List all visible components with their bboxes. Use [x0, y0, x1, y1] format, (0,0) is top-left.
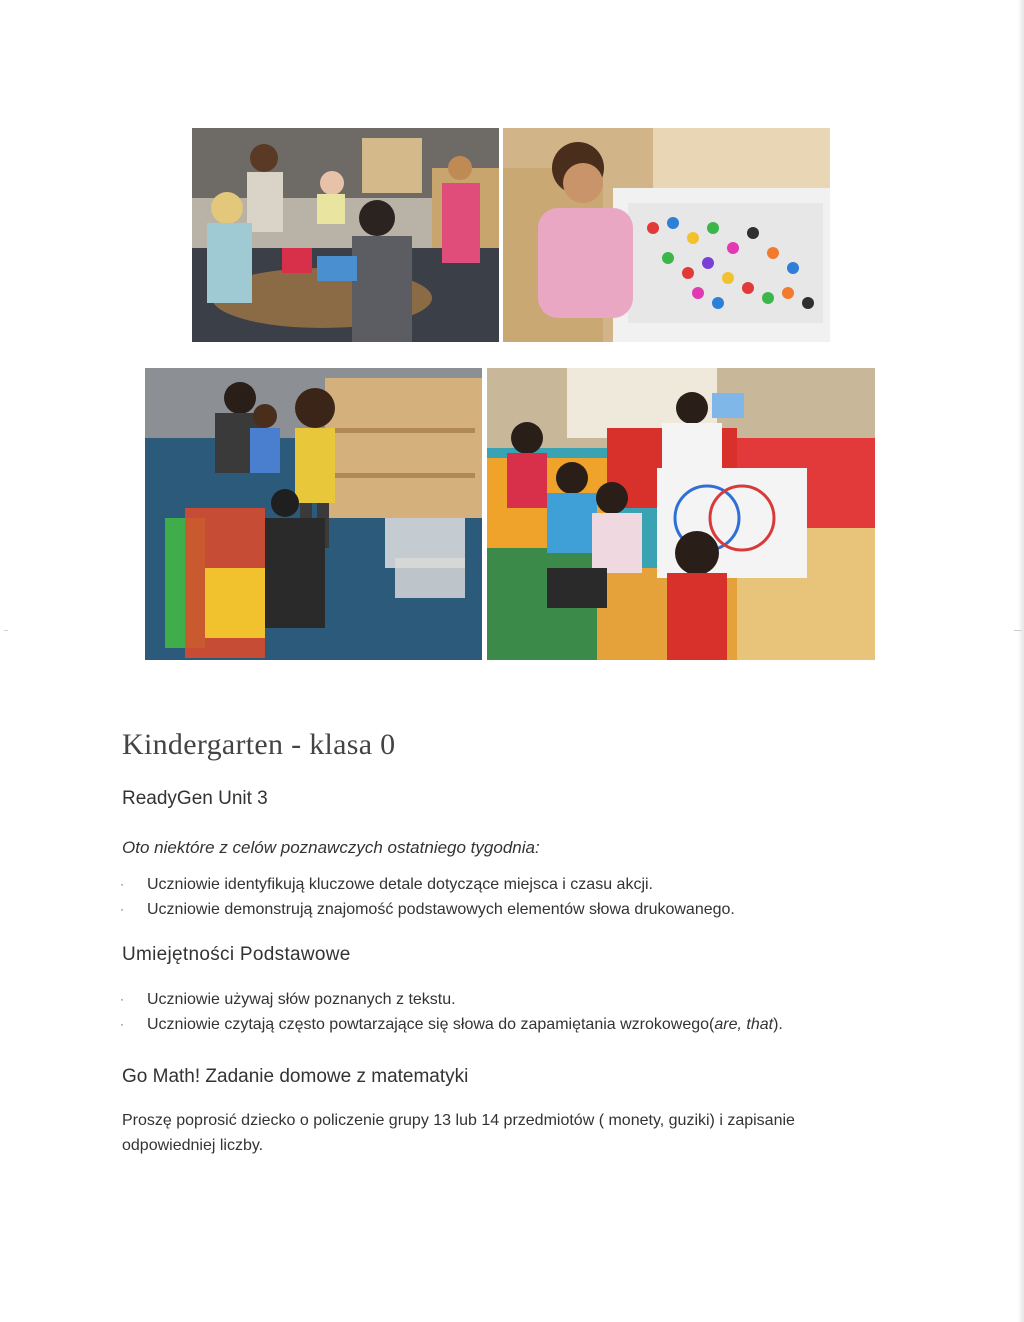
scan-mark — [1014, 630, 1022, 631]
list-item-text: Uczniowie używaj słów poznanych z tekstu. — [147, 991, 456, 1008]
math-homework-text: Proszę poprosić dziecko o policzenie grupy 13 lub 14 przedmiotów ( monety, guziki) i zapisanie odpowiedniej liczby. — [122, 1112, 795, 1154]
list-item — [120, 897, 735, 922]
bullet-dot-icon: · — [120, 1017, 124, 1031]
list-item — [120, 872, 735, 897]
list-item-text — [147, 1016, 783, 1033]
photo-sensory-bin — [503, 128, 830, 342]
photo-story-circle — [487, 368, 875, 660]
bullet-dot-icon: · — [120, 992, 124, 1006]
list-item-text: Uczniowie identyfikują kluczowe detale dotyczące miejsca i czasu akcji. — [147, 876, 653, 893]
readygen-intro: Oto niektóre z celów poznawczych ostatniego tygodnia: — [122, 838, 540, 857]
skills-heading: Umiejętności Podstawowe — [122, 944, 351, 965]
list-item-text: Uczniowie demonstrują znajomość podstawowych elementów słowa drukowanego. — [147, 901, 735, 918]
bullet-dot-icon: · — [120, 877, 124, 891]
skills-bullet-list — [120, 987, 783, 1037]
list-item-text-suffix: ). — [773, 1016, 783, 1033]
readygen-bullet-list — [120, 872, 735, 922]
list-item-text-prefix: Uczniowie czytają często powtarzające się słowa do zapamiętania wzrokowego( — [147, 1016, 715, 1033]
readygen-heading: ReadyGen Unit 3 — [122, 788, 268, 809]
list-item — [120, 987, 783, 1012]
bullet-dot-icon: · — [120, 902, 124, 916]
photo-classroom-play — [192, 128, 499, 342]
math-heading: Go Math! Zadanie domowe z matematyki — [122, 1066, 469, 1087]
list-item — [120, 1012, 783, 1037]
scan-mark — [4, 630, 8, 631]
page-edge — [1018, 0, 1024, 1322]
sight-words: are, that — [714, 1016, 774, 1033]
photo-block-area — [145, 368, 482, 660]
page-title: Kindergarten - klasa 0 — [122, 728, 396, 761]
